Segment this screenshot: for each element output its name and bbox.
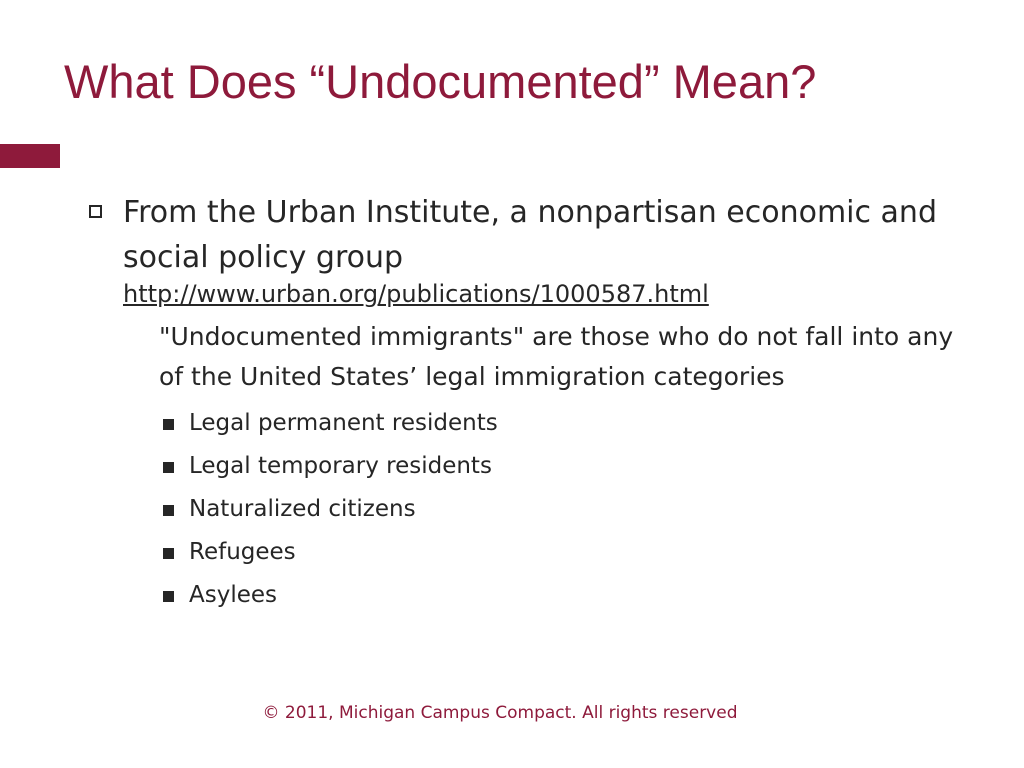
source-bullet-text: From the Urban Institute, a nonpartisan economic and social policy group bbox=[123, 195, 937, 275]
source-bullet bbox=[86, 190, 986, 280]
list-item bbox=[161, 574, 986, 617]
filled-square-bullet-icon bbox=[163, 419, 174, 430]
definition-quote: "Undocumented immigrants" are those who do not fall into any of the United States’ legal immigration categories bbox=[159, 322, 954, 391]
slide-title: What Does “Undocumented” Mean? bbox=[64, 55, 817, 108]
list-item-label: Asylees bbox=[189, 582, 278, 608]
filled-square-bullet-icon bbox=[163, 548, 174, 559]
list-item-label: Naturalized citizens bbox=[189, 496, 416, 522]
list-item-label: Refugees bbox=[189, 539, 296, 565]
list-item bbox=[161, 531, 986, 574]
filled-square-bullet-icon bbox=[163, 505, 174, 516]
source-link[interactable]: http://www.urban.org/publications/1000587.html bbox=[123, 280, 709, 308]
list-item-label: Legal temporary residents bbox=[189, 453, 492, 479]
copyright-footer: © 2011, Michigan Campus Compact. All rights reserved bbox=[262, 703, 738, 723]
slide-content bbox=[86, 190, 986, 617]
list-item bbox=[161, 488, 986, 531]
hollow-square-bullet-icon bbox=[89, 205, 102, 218]
list-item bbox=[161, 445, 986, 488]
filled-square-bullet-icon bbox=[163, 462, 174, 473]
filled-square-bullet-icon bbox=[163, 591, 174, 602]
list-item-label: Legal permanent residents bbox=[189, 410, 498, 436]
list-item bbox=[161, 402, 986, 445]
accent-bar bbox=[0, 144, 60, 168]
immigration-categories-list bbox=[161, 402, 986, 617]
